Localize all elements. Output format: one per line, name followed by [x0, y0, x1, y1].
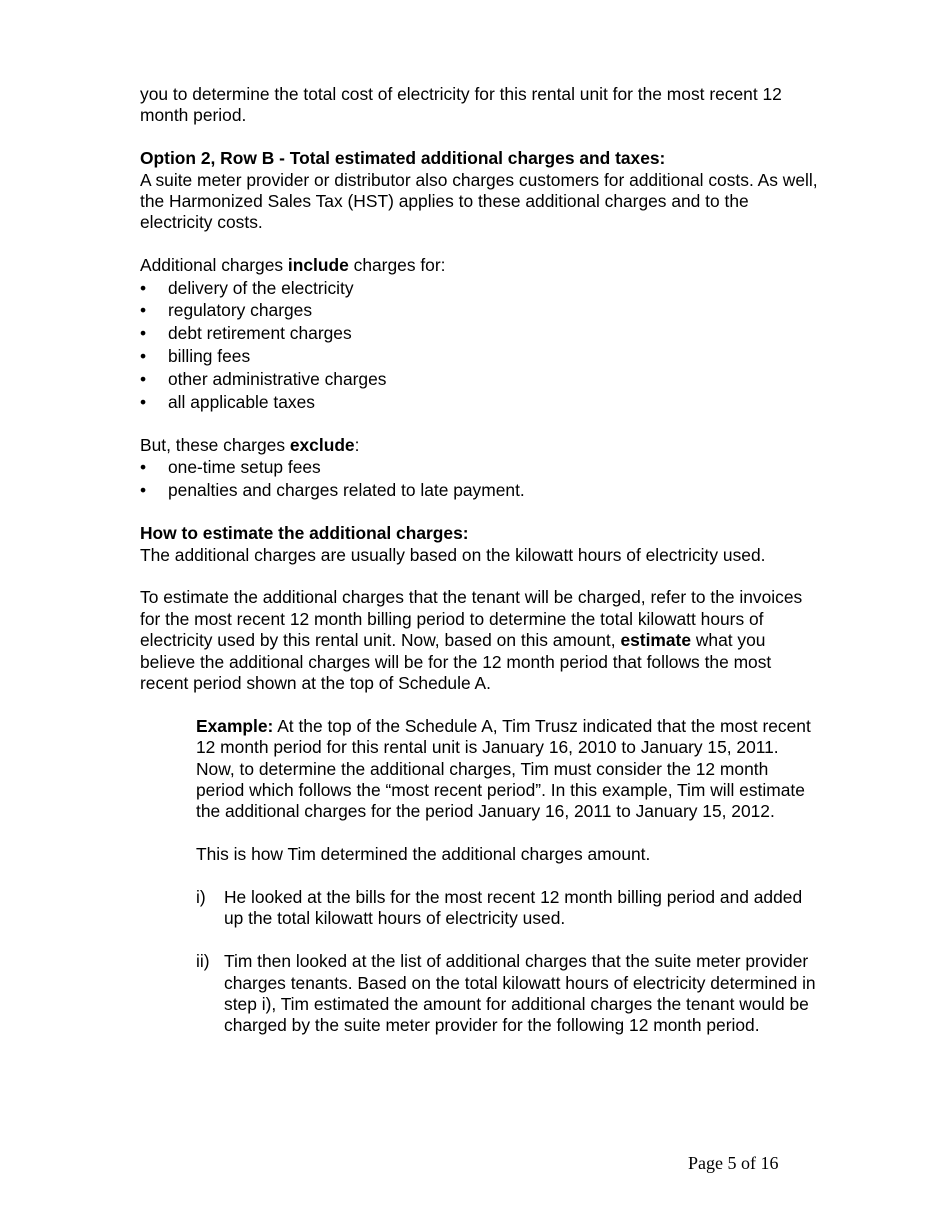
- step-text: Tim then looked at the list of additional charges that the suite meter provider charges tenants. Based on the total kilowatt hours of electricity determined in step i), Tim estimated the amount for additional charges the tenant would be charged by the suite meter provider for the following 12 month period.: [224, 951, 816, 1036]
- list-item: [140, 479, 820, 502]
- bullet-icon: •: [140, 277, 147, 298]
- estimate-heading: [140, 523, 820, 544]
- estimate-heading-text: How to estimate the additional charges:: [140, 523, 469, 544]
- list-item: [140, 368, 820, 391]
- include-prefix: Additional charges: [140, 255, 288, 276]
- bullet-icon: •: [140, 300, 147, 321]
- list-item-text: one-time setup fees: [168, 457, 321, 478]
- example-label: Example:: [196, 715, 274, 736]
- estimate-bold: estimate: [620, 630, 692, 651]
- list-item: [140, 299, 820, 322]
- estimate-body: The additional charges are usually based on the kilowatt hours of electricity used.: [140, 544, 766, 565]
- example-paragraph: [196, 716, 820, 823]
- list-item: [140, 322, 820, 345]
- document-page: [140, 84, 820, 1037]
- section-b-heading-text: Option 2, Row B - Total estimated additional charges and taxes:: [140, 148, 666, 169]
- bullet-icon: •: [140, 323, 147, 344]
- example-how: This is how Tim determined the additional charges amount.: [196, 844, 651, 865]
- exclude-list: [140, 456, 820, 502]
- list-item-text: penalties and charges related to late payment.: [168, 480, 525, 500]
- step-text: He looked at the bills for the most recent 12 month billing period and added up the total kilowatt hours of electricity used.: [224, 887, 803, 929]
- bullet-icon: •: [140, 480, 147, 500]
- bullet-icon: •: [140, 346, 147, 367]
- include-bold: include: [287, 255, 349, 276]
- example-block: [196, 716, 820, 1037]
- list-item: [140, 456, 820, 479]
- include-list: [140, 277, 820, 414]
- exclude-prefix: But, these charges: [140, 434, 290, 455]
- exclude-bold: exclude: [289, 434, 355, 455]
- page-number: Page 5 of 16: [688, 1153, 779, 1173]
- exclude-suffix: :: [354, 434, 360, 455]
- example-step: [196, 951, 820, 1037]
- bullet-icon: •: [140, 368, 147, 389]
- bullet-icon: •: [140, 391, 147, 412]
- include-suffix: charges for:: [348, 255, 446, 276]
- example-step: [196, 887, 820, 930]
- bullet-icon: •: [140, 457, 147, 478]
- estimate-text-before: To estimate the additional charges that the tenant will be charged, refer to the invoices for the most recent 12 month billing period to determine the total kilowatt hours of electricity used by this rental unit. Now, based on this amount,: [140, 587, 803, 651]
- step-number: i): [196, 887, 206, 908]
- estimate-paragraph: [140, 587, 820, 694]
- section-b-body: A suite meter provider or distributor also charges customers for additional costs. As well, the Harmonized Sales Tax (HST) applies to these additional charges and to the electricity costs.: [140, 169, 818, 233]
- list-item-text: other administrative charges: [168, 368, 387, 389]
- exclude-intro: [140, 435, 820, 456]
- step-number: ii): [196, 951, 210, 972]
- list-item: [140, 345, 820, 368]
- list-item-text: billing fees: [168, 346, 251, 367]
- intro-paragraph: you to determine the total cost of electricity for this rental unit for the most recent 12 month period.: [140, 84, 782, 126]
- example-text: At the top of the Schedule A, Tim Trusz indicated that the most recent 12 month period for this rental unit is January 16, 2010 to January 15, 2011. Now, to determine the additional charges, Tim must consider the 12 month period which follows the “most recent period”. In this example, Tim will estimate the additional charges for the period January 16, 2011 to January 15, 2012.: [196, 715, 811, 822]
- list-item: [140, 391, 820, 414]
- list-item-text: delivery of the electricity: [168, 277, 354, 298]
- list-item-text: regulatory charges: [168, 300, 313, 321]
- list-item-text: all applicable taxes: [168, 391, 315, 412]
- list-item-text: debt retirement charges: [168, 323, 352, 344]
- include-intro: [140, 255, 820, 276]
- list-item: [140, 277, 820, 300]
- estimate-text-after: what you believe the additional charges will be for the 12 month period that follows the most recent period shown at the top of Schedule A.: [140, 630, 772, 694]
- section-b-heading: [140, 148, 820, 169]
